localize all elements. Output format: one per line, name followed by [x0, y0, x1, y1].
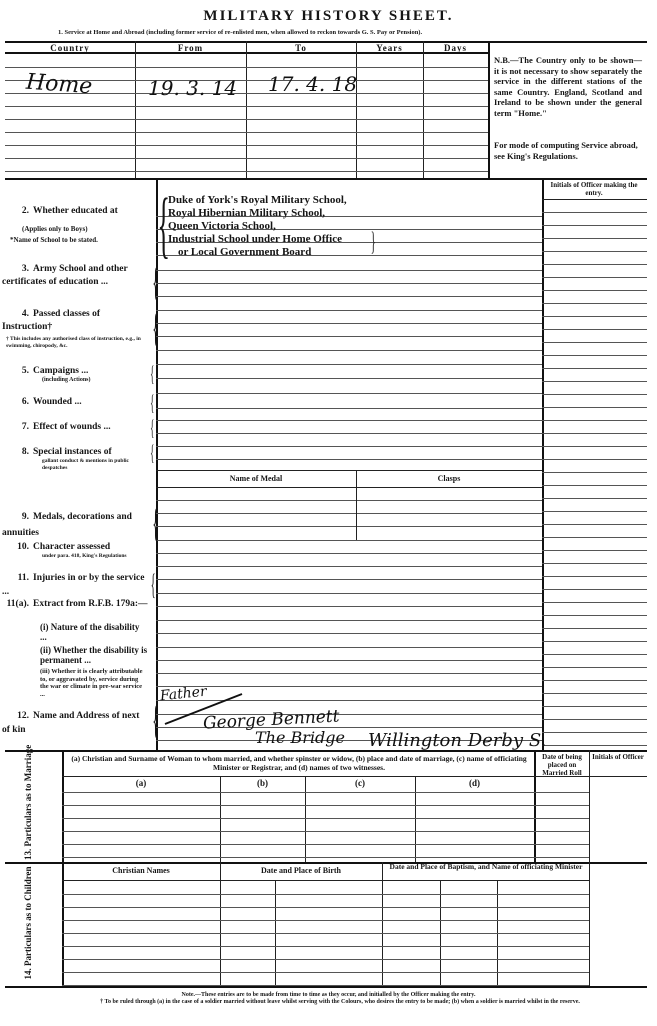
children-row-line: [62, 894, 589, 895]
computing-note: For mode of computing Service abroad, see King's Regulations.: [494, 140, 638, 161]
school-3: Queen Victoria School,: [168, 220, 276, 232]
marriage-row-line: [62, 831, 589, 832]
marriage-desc: (a) Christian and Surname of Woman to whom married, and whether spinster or widow, (b) place and date of marriage, (c) name of officiating Minister or Registrar, and (d) names of two witnesses.: [71, 754, 527, 772]
kin-address-2: Willington Derby S.: [368, 730, 547, 751]
extract-iii: (iii) Whether it is clearly attributable to, or aggravated by, service during the war or climate in pre-war service ...: [40, 668, 143, 698]
brace-4: {: [152, 305, 159, 350]
initials-line: [542, 433, 647, 434]
item-5-sub: (including Actions): [42, 377, 91, 383]
initials-line: [542, 550, 647, 551]
initials-line: [542, 407, 647, 408]
kin-relation: Father: [159, 683, 208, 705]
entry-line: [156, 283, 542, 284]
medal-col-clasps: Clasps: [437, 474, 461, 483]
initials-line: [542, 589, 647, 590]
entry-line: [156, 364, 542, 365]
service-row-line: [5, 132, 488, 133]
extract-ii: (ii) Whether the disability is permanent ...: [40, 645, 148, 665]
marriage-row-line: [62, 857, 589, 858]
item-11a-label: 11(a). Extract from R.F.B. 179a:—: [6, 599, 148, 609]
col-to: To: [295, 43, 307, 53]
initials-line: [542, 368, 647, 369]
initials-line: [542, 329, 647, 330]
children-col-names: Christian Names: [112, 866, 170, 875]
school-1: Duke of York's Royal Military School,: [168, 194, 347, 206]
initials-line: [542, 576, 647, 577]
schools-close-brace: }: [370, 227, 376, 256]
initials-line: [542, 719, 647, 720]
service-row-line: [5, 67, 488, 68]
item-8-label: 8. Special instances of: [21, 447, 112, 457]
kin-address-1: The Bridge: [255, 728, 346, 747]
entry-line: [156, 336, 542, 337]
marriage-row-line: [62, 792, 589, 793]
footer-note: Note.—These entries are to be made from time to time as they occur, and initialled by the Officer making the entry.: [181, 992, 476, 998]
school-2: Royal Hibernian Military School,: [168, 207, 326, 219]
initials-line: [542, 251, 647, 252]
initials-line: [542, 212, 647, 213]
initials-line: [542, 342, 647, 343]
entry-line: [156, 433, 542, 434]
initials-line: [542, 706, 647, 707]
initials-line: [542, 602, 647, 603]
brace-schools: {: [157, 184, 170, 266]
initials-line: [542, 745, 647, 746]
initials-line: [542, 485, 647, 486]
entry-line: [156, 513, 542, 514]
section1-heading: 1. Service at Home and Abroad (including former service of re-enlisted men, when allowed to reckon towards G. S. Pay or Pension).: [58, 29, 423, 36]
initials-line: [542, 355, 647, 356]
initials-line: [542, 680, 647, 681]
children-row-line: [62, 972, 589, 973]
service-from: 19. 3. 14: [148, 76, 238, 100]
marriage-row-line: [62, 818, 589, 819]
service-to: 17. 4. 18: [268, 72, 358, 96]
service-row-line: [5, 158, 488, 159]
initials-line: [542, 446, 647, 447]
entry-line: [156, 310, 542, 311]
entry-line: [156, 540, 542, 541]
marriage-date-col: Date of being placed on Married Roll: [542, 753, 582, 777]
marriage-col-b: (b): [257, 778, 268, 788]
school-4: Industrial School under Home Office: [168, 233, 342, 245]
service-row-line: [5, 119, 488, 120]
entry-line: [156, 350, 542, 351]
marriage-row-line: [62, 844, 589, 845]
medal-col-name: Name of Medal: [229, 474, 283, 483]
entry-line: [156, 620, 542, 621]
entry-line: [156, 673, 542, 674]
nb-note: N.B.—The Country only to be shown—it is not necessary to show separately the service in the different stations of the same Country. England, Scotland and Ireland to be shown under the general term "Home.": [494, 55, 642, 118]
marriage-col-c: (c): [355, 778, 365, 788]
initials-line: [542, 524, 647, 525]
item-5-label: 5. Campaigns ...: [21, 366, 89, 376]
initials-line: [542, 498, 647, 499]
initials-line: [542, 628, 647, 629]
entry-line: [156, 323, 542, 324]
item-9-label: 9. Medals, decorations and annuities: [2, 512, 132, 538]
entry-line: [156, 647, 542, 648]
service-country: Home: [25, 69, 94, 100]
marriage-initials-col: Initials of Officer: [592, 753, 644, 761]
initials-line: [542, 459, 647, 460]
initials-line: [542, 641, 647, 642]
item-3-label: 3. Army School and other certificates of education ...: [2, 264, 128, 287]
school-5: or Local Government Board: [178, 246, 312, 258]
brace-5: {: [150, 361, 155, 386]
initials-line: [542, 693, 647, 694]
kin-name: George Bennett: [202, 706, 340, 734]
item-7-label: 7. Effect of wounds ...: [21, 422, 111, 432]
service-row-line: [5, 106, 488, 107]
service-row-line: [5, 171, 488, 172]
initials-line: [542, 667, 647, 668]
initials-line: [542, 238, 647, 239]
children-row-line: [62, 946, 589, 947]
entry-line: [156, 378, 542, 379]
item-2-sub2: *Name of School to be stated.: [10, 236, 98, 244]
item-8-sub: gallant conduct & mentions in public despatches: [42, 458, 129, 471]
initials-line: [542, 303, 647, 304]
school-list: [168, 194, 347, 259]
entry-line: [156, 660, 542, 661]
entry-line: [156, 270, 542, 271]
initials-line: [542, 394, 647, 395]
marriage-row-line: [62, 805, 589, 806]
item-11-label: 11. Injuries in or by the service ...: [2, 573, 145, 597]
initials-line: [542, 225, 647, 226]
brace-8: {: [150, 440, 155, 465]
item-2-label: 2. Whether educated at: [21, 206, 118, 216]
initials-line: [542, 264, 647, 265]
children-row-line: [62, 907, 589, 908]
entry-line: [156, 420, 542, 421]
initials-line: [542, 420, 647, 421]
brace-3: {: [152, 259, 159, 304]
item-4-label: 4. Passed classes of Instruction†: [2, 309, 101, 332]
initials-line: [542, 563, 647, 564]
initials-line: [542, 316, 647, 317]
marriage-side-label: 13. Particulars as to Marriage: [23, 744, 33, 860]
entry-line: [156, 633, 542, 634]
initials-header: Initials of Officer making the entry.: [550, 181, 638, 197]
entry-line: [156, 500, 542, 501]
initials-line: [542, 290, 647, 291]
children-side-label: 14. Particulars as to Children: [23, 866, 33, 980]
item-10-label: 10. Character assessed: [17, 542, 111, 552]
col-years: Years: [376, 43, 403, 53]
entry-line: [156, 593, 542, 594]
marriage-col-a: (a): [135, 778, 147, 788]
entry-line: [156, 606, 542, 607]
item-12-label: 12. Name and Address of next of kin: [2, 711, 140, 735]
children-row-line: [62, 959, 589, 960]
entry-line: [156, 566, 542, 567]
initials-line: [542, 381, 647, 382]
col-from: From: [177, 43, 204, 53]
entry-line: [156, 459, 542, 460]
item-2-sub1: (Applies only to Boys): [22, 225, 88, 233]
item-10-sub: under para. 418, King's Regulations: [42, 553, 127, 559]
initials-line: [542, 511, 647, 512]
initials-line: [542, 615, 647, 616]
initials-line: [542, 537, 647, 538]
children-row-line: [62, 933, 589, 934]
children-row-line: [62, 920, 589, 921]
brace-11: {: [150, 568, 156, 601]
entry-line: [156, 579, 542, 580]
entry-line: [156, 446, 542, 447]
marriage-col-d: (d): [469, 778, 480, 788]
footer-note-2: † To be ruled through (a) in the case of a soldier married without leave whilst serving with the Colours, who desires the entry to be made; (b) when a soldier is married whilst in the reserve.: [100, 999, 580, 1005]
initials-line: [542, 732, 647, 733]
brace-6: {: [150, 390, 155, 415]
col-country: Country: [50, 43, 90, 53]
initials-line: [542, 472, 647, 473]
entry-line: [156, 686, 542, 687]
brace-7: {: [150, 415, 155, 440]
item-4-sub: † This includes any authorised class of instruction, e.g., in swimming, chiropody, &c.: [6, 336, 141, 349]
entry-line: [156, 296, 542, 297]
brace-9: {: [152, 500, 159, 545]
entry-line: [156, 393, 542, 394]
initials-line: [542, 277, 647, 278]
service-row-line: [5, 145, 488, 146]
item-6-label: 6. Wounded ...: [21, 397, 82, 407]
page-title: MILITARY HISTORY SHEET.: [203, 8, 454, 24]
entry-line: [156, 553, 542, 554]
entry-line: [156, 526, 542, 527]
children-col-birth: Date and Place of Birth: [261, 866, 341, 875]
children-col-baptism: Date and Place of Baptism, and Name of officiating Minister: [389, 862, 583, 871]
extract-i: (i) Nature of the disability ...: [40, 622, 140, 642]
col-days: Days: [443, 43, 467, 53]
entry-line: [156, 408, 542, 409]
brace-12: {: [152, 697, 159, 742]
initials-line: [542, 654, 647, 655]
